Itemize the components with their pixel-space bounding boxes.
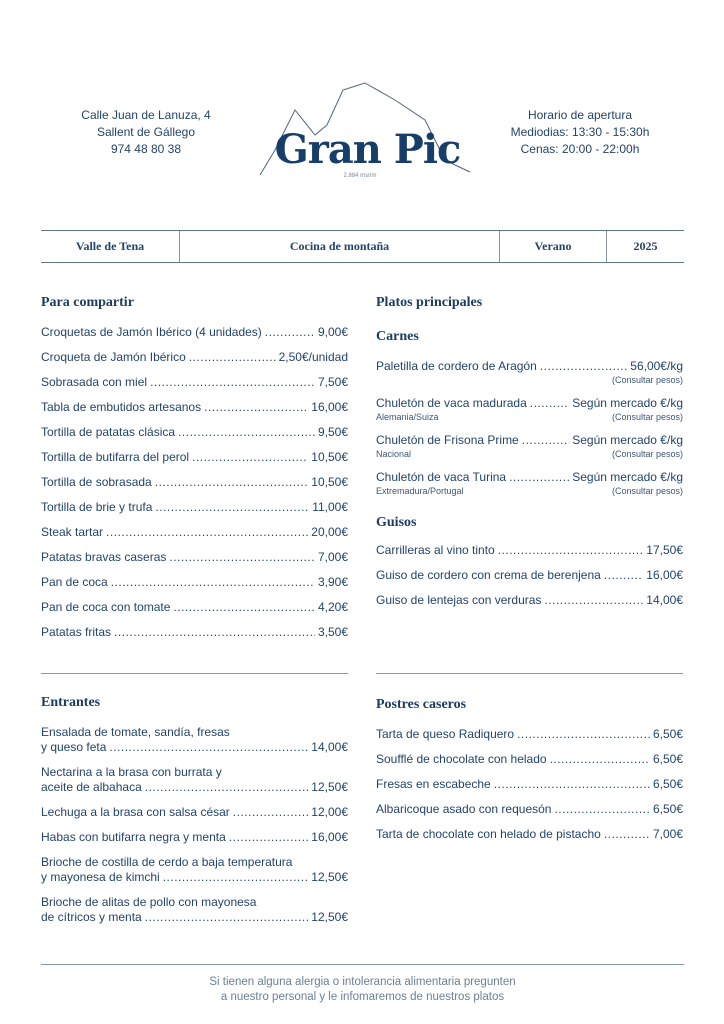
- dot-leader: [530, 396, 569, 411]
- menu-item: [41, 375, 348, 390]
- menu-item: [376, 470, 683, 498]
- menu-item: [376, 827, 683, 842]
- dot-leader: [494, 777, 650, 792]
- item-price: 9,50€: [317, 425, 348, 439]
- item-price: 6,50€: [652, 802, 683, 816]
- menu-item: [376, 752, 683, 767]
- logo: [255, 80, 480, 190]
- item-price: 17,50€: [646, 543, 683, 557]
- menu-item: [41, 830, 348, 845]
- item-name: Carrilleras al vino tinto: [376, 543, 495, 557]
- menu-item: [376, 433, 683, 461]
- item-name: Fresas en escabeche: [376, 777, 491, 791]
- item-name: Steak tartar: [41, 525, 104, 539]
- item-price: Según mercado €/kg: [572, 470, 683, 484]
- dot-leader: [155, 475, 309, 490]
- item-origin: Alemania/Suiza: [376, 412, 439, 422]
- dot-leader: [178, 425, 315, 440]
- section-para-compartir: [41, 295, 348, 640]
- item-price: Según mercado €/kg: [572, 433, 683, 447]
- section-title: Postres caseros: [376, 697, 467, 712]
- menu-item: [41, 425, 348, 440]
- item-name: de cítricos y menta: [41, 910, 142, 924]
- item-name: Patatas bravas caseras: [41, 550, 167, 564]
- item-price: 3,50€: [317, 625, 348, 639]
- item-name-line: Brioche de costilla de cerdo a baja temperatura: [41, 855, 293, 869]
- bar-region: Valle de Tena: [41, 231, 180, 262]
- item-name: Patatas fritas: [41, 625, 112, 639]
- dot-leader: [145, 910, 309, 925]
- menu-item: [376, 777, 683, 792]
- menu-item: [376, 543, 683, 558]
- menu-item: [376, 568, 683, 583]
- item-price: 12,50€: [311, 910, 348, 924]
- item-name: Guiso de lentejas con verduras: [376, 593, 542, 607]
- address: Calle Juan de Lanuza, 4 Sallent de Gállego 974 48 80 38: [81, 108, 211, 156]
- item-name: Soufflé de chocolate con helado: [376, 752, 547, 766]
- item-name-line: Nectarina a la brasa con burrata y: [41, 765, 222, 779]
- dot-leader: [163, 870, 309, 885]
- item-price: 14,00€: [646, 593, 683, 607]
- item-name: Tortilla de brie y trufa: [41, 500, 153, 514]
- dot-leader: [106, 525, 308, 540]
- item-price: Según mercado €/kg: [572, 396, 683, 410]
- item-price: 7,50€: [317, 375, 348, 389]
- menu-item: [376, 593, 683, 608]
- dot-leader: [111, 575, 315, 590]
- menu-item: [41, 525, 348, 540]
- item-name: Guiso de cordero con crema de berenjena: [376, 568, 601, 582]
- dot-leader: [192, 450, 308, 465]
- section-postres: [376, 697, 683, 842]
- dot-leader: [544, 593, 643, 608]
- dot-leader: [169, 550, 315, 565]
- menu-item: [41, 550, 348, 565]
- divider: [41, 964, 684, 965]
- item-price: 16,00€: [311, 830, 348, 844]
- bar-season: Verano: [500, 231, 607, 262]
- menu-item: [41, 325, 348, 340]
- subsection-title-carnes: Carnes: [376, 329, 419, 344]
- item-price: 16,00€: [646, 568, 683, 582]
- dot-leader: [155, 500, 309, 515]
- subsection-title-guisos: Guisos: [376, 515, 417, 530]
- item-price: 4,20€: [317, 600, 348, 614]
- dot-leader: [173, 600, 315, 615]
- bar-cuisine: Cocina de montaña: [180, 231, 500, 262]
- menu-item: [41, 400, 348, 415]
- item-name: Paletilla de cordero de Aragón: [376, 359, 537, 373]
- menu-item: [41, 350, 348, 365]
- dot-leader: [150, 375, 315, 390]
- section-entrantes: [41, 695, 348, 925]
- section-title: Entrantes: [41, 695, 101, 710]
- menu-item: [41, 855, 348, 885]
- item-name-line: Brioche de alitas de pollo con mayonesa: [41, 895, 257, 909]
- menu-item: [41, 500, 348, 515]
- item-origin: Nacional: [376, 449, 412, 459]
- item-name: y mayonesa de kimchi: [41, 870, 160, 884]
- item-price: 12,00€: [311, 805, 348, 819]
- divider: [376, 673, 683, 674]
- dot-leader: [145, 780, 309, 795]
- item-name: Lechuga a la brasa con salsa césar: [41, 805, 230, 819]
- item-name: aceite de albahaca: [41, 780, 142, 794]
- menu-item: [41, 895, 348, 925]
- section-title: Para compartir: [41, 295, 134, 310]
- item-origin: Extremadura/Portugal: [376, 486, 464, 496]
- dot-leader: [604, 568, 643, 583]
- item-name: Habas con butifarra negra y menta: [41, 830, 226, 844]
- logo-title: Gran Pic: [274, 126, 461, 173]
- menu-item: [41, 805, 348, 820]
- dot-leader: [114, 625, 315, 640]
- dot-leader: [604, 827, 650, 842]
- item-price: 7,00€: [317, 550, 348, 564]
- item-price: 11,00€: [312, 500, 348, 514]
- dot-leader: [522, 433, 570, 448]
- item-price: 2,50€/unidad: [278, 350, 348, 364]
- bar-year: 2025: [633, 239, 658, 253]
- dot-leader: [229, 830, 309, 845]
- divider: [41, 673, 348, 674]
- item-price: 3,90€: [317, 575, 348, 589]
- dot-leader: [204, 400, 308, 415]
- item-price: 7,00€: [652, 827, 683, 841]
- dot-leader: [517, 727, 650, 742]
- item-name: Pan de coca: [41, 575, 108, 589]
- section-title: Platos principales: [376, 295, 483, 310]
- item-name: Pan de coca con tomate: [41, 600, 171, 614]
- menu-item: [376, 727, 683, 742]
- menu-item: [376, 802, 683, 817]
- item-name: Tarta de queso Radiquero: [376, 727, 515, 741]
- menu-item: [41, 600, 348, 615]
- item-note: (Consultar pesos): [611, 375, 683, 385]
- menu-item: [376, 396, 683, 424]
- item-price: 6,50€: [652, 752, 683, 766]
- item-price: 12,50€: [311, 870, 348, 884]
- dot-leader: [540, 359, 628, 374]
- item-price: 6,50€: [652, 777, 683, 791]
- item-price: 20,00€: [311, 525, 348, 539]
- item-note: (Consultar pesos): [611, 449, 683, 459]
- item-name: Croqueta de Jamón Ibérico: [41, 350, 186, 364]
- item-name-line: Ensalada de tomate, sandía, fresas: [41, 725, 230, 739]
- item-price: 9,00€: [317, 325, 348, 339]
- item-name: Tabla de embutidos artesanos: [41, 400, 202, 414]
- item-price: 10,50€: [311, 475, 348, 489]
- item-name: y queso feta: [41, 740, 107, 754]
- item-name: Sobrasada con miel: [41, 375, 148, 389]
- opening-hours: Horario de apertura Mediodias: 13:30 - 15:30h Cenas: 20:00 - 22:00h: [510, 108, 650, 156]
- menu-item: [41, 625, 348, 640]
- item-note: (Consultar pesos): [611, 486, 683, 496]
- menu-item: [376, 359, 683, 387]
- item-name: Croquetas de Jamón Ibérico (4 unidades): [41, 325, 262, 339]
- dot-leader: [233, 805, 309, 820]
- item-name: Tortilla de sobrasada: [41, 475, 152, 489]
- item-name: Tortilla de patatas clásica: [41, 425, 176, 439]
- item-price: 10,50€: [311, 450, 348, 464]
- item-name: Chuletón de Frisona Prime: [376, 433, 519, 447]
- dot-leader: [265, 325, 315, 340]
- item-price: 12,50€: [311, 780, 348, 794]
- dot-leader: [109, 740, 308, 755]
- item-price: 16,00€: [311, 400, 348, 414]
- item-name: Chuletón de vaca Turina: [376, 470, 507, 484]
- dot-leader: [498, 543, 644, 558]
- info-bar: [41, 230, 684, 263]
- item-price: 6,50€: [652, 727, 683, 741]
- dot-leader: [550, 752, 650, 767]
- item-name: Albaricoque asado con requesón: [376, 802, 552, 816]
- item-name: Tortilla de butifarra del perol: [41, 450, 190, 464]
- item-price: 56,00€/kg: [630, 359, 683, 373]
- item-price: 14,00€: [311, 740, 348, 754]
- altitude: 2.884 msnm: [343, 173, 377, 179]
- dot-leader: [509, 470, 569, 485]
- allergy-notice: Si tienen alguna alergia o intolerancia alimentaria pregunten a nuestro personal y le infomaremos de nuestros platos: [209, 976, 516, 1003]
- menu-item: [41, 765, 348, 795]
- menu-item: [41, 575, 348, 590]
- item-name: Chuletón de vaca madurada: [376, 396, 527, 410]
- menu-item: [41, 475, 348, 490]
- menu-item: [41, 450, 348, 465]
- item-note: (Consultar pesos): [611, 412, 683, 422]
- dot-leader: [189, 350, 276, 365]
- item-name: Tarta de chocolate con helado de pistacho: [376, 827, 601, 841]
- menu-item: [41, 725, 348, 755]
- section-platos-principales: [376, 295, 683, 608]
- dot-leader: [554, 802, 650, 817]
